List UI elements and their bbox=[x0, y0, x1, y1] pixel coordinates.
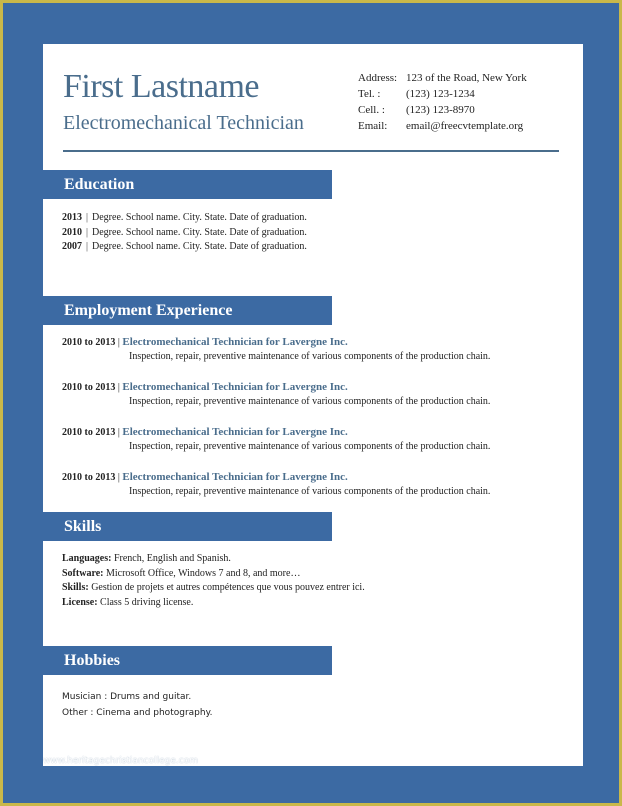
contact-value: (123) 123-8970 bbox=[406, 104, 475, 116]
job-years: 2010 to 2013 bbox=[62, 427, 116, 438]
skill-label: License: bbox=[62, 596, 98, 608]
skill-label: Skills: bbox=[62, 582, 89, 593]
contact-email bbox=[358, 118, 527, 134]
skill-label: Languages: bbox=[62, 553, 112, 564]
job-years: 2010 to 2013 bbox=[62, 337, 116, 348]
education-year: 2010 bbox=[62, 226, 82, 238]
job-years: 2010 to 2013 bbox=[62, 472, 116, 483]
job-entry bbox=[62, 469, 490, 499]
skills-list bbox=[62, 552, 365, 610]
skill-value: Gestion de projets et autres compétences que vous pouvez entrer ici. bbox=[91, 582, 365, 593]
contact-label: Email: bbox=[358, 120, 388, 132]
separator: | bbox=[117, 337, 120, 348]
job-position: Electromechanical Technician for Lavergne Inc. bbox=[122, 336, 348, 348]
skill-item bbox=[62, 552, 365, 567]
header-divider bbox=[63, 150, 559, 152]
skill-label: Software: bbox=[62, 567, 104, 579]
separator: | bbox=[86, 212, 89, 223]
separator: | bbox=[117, 472, 120, 483]
job-description: Inspection, repair, preventive maintenance of various components of the production chain. bbox=[129, 396, 491, 407]
job-title: Electromechanical Technician bbox=[63, 112, 304, 134]
contact-address bbox=[358, 70, 527, 86]
education-text: Degree. School name. City. State. Date of graduation. bbox=[92, 241, 307, 252]
education-item bbox=[62, 211, 307, 226]
page-frame bbox=[3, 3, 619, 803]
contact-label: Tel. : bbox=[358, 88, 381, 100]
job-entry bbox=[62, 379, 490, 409]
contact-value: 123 of the Road, New York bbox=[406, 72, 527, 84]
skill-value: Class 5 driving license. bbox=[100, 596, 194, 608]
job-description: Inspection, repair, preventive maintenance of various components of the production chain. bbox=[129, 486, 491, 497]
education-list bbox=[62, 211, 307, 255]
section-heading-employment: Employment Experience bbox=[43, 296, 332, 325]
section-heading-hobbies: Hobbies bbox=[43, 646, 332, 675]
candidate-name: First Lastname bbox=[63, 68, 260, 105]
job-entry bbox=[62, 424, 490, 454]
education-item bbox=[62, 226, 307, 241]
education-item bbox=[62, 240, 307, 255]
job-years: 2010 to 2013 bbox=[62, 382, 116, 393]
contact-cell bbox=[358, 102, 527, 118]
job-position: Electromechanical Technician for Lavergne Inc. bbox=[122, 471, 348, 483]
hobby-item: Musician : Drums and guitar. bbox=[62, 692, 192, 702]
watermark: www.heritagechristiancollege.com bbox=[43, 756, 198, 766]
job-description: Inspection, repair, preventive maintenance of various components of the production chain. bbox=[129, 351, 491, 362]
section-heading-skills: Skills bbox=[43, 512, 332, 541]
contact-block bbox=[358, 70, 527, 134]
skill-item bbox=[62, 596, 365, 611]
job-entry bbox=[62, 334, 490, 364]
separator: | bbox=[117, 382, 120, 393]
contact-label: Cell. : bbox=[358, 104, 385, 116]
skill-item bbox=[62, 581, 365, 596]
contact-email-value[interactable]: email@freecvtemplate.org bbox=[406, 120, 524, 132]
skill-item bbox=[62, 567, 365, 582]
education-year: 2013 bbox=[62, 212, 82, 223]
education-year: 2007 bbox=[62, 241, 82, 252]
job-position: Electromechanical Technician for Lavergne Inc. bbox=[122, 381, 348, 393]
contact-value: (123) 123-1234 bbox=[406, 88, 475, 100]
contact-label: Address: bbox=[358, 72, 398, 84]
job-description: Inspection, repair, preventive maintenance of various components of the production chain. bbox=[129, 441, 491, 452]
skill-value: French, English and Spanish. bbox=[113, 553, 231, 564]
skill-value: Microsoft Office, Windows 7 and 8, and more… bbox=[105, 567, 301, 579]
education-text: Degree. School name. City. State. Date of graduation. bbox=[92, 226, 307, 238]
hobby-item: Other : Cinema and photography. bbox=[62, 707, 213, 718]
job-position: Electromechanical Technician for Lavergne Inc. bbox=[122, 426, 348, 438]
hobbies-list bbox=[62, 690, 212, 721]
education-text: Degree. School name. City. State. Date of graduation. bbox=[92, 212, 307, 223]
section-heading-education: Education bbox=[43, 170, 332, 199]
contact-tel bbox=[358, 86, 527, 102]
separator: | bbox=[117, 427, 120, 438]
separator: | bbox=[86, 241, 89, 252]
separator: | bbox=[86, 226, 89, 238]
resume-sheet bbox=[43, 44, 583, 766]
